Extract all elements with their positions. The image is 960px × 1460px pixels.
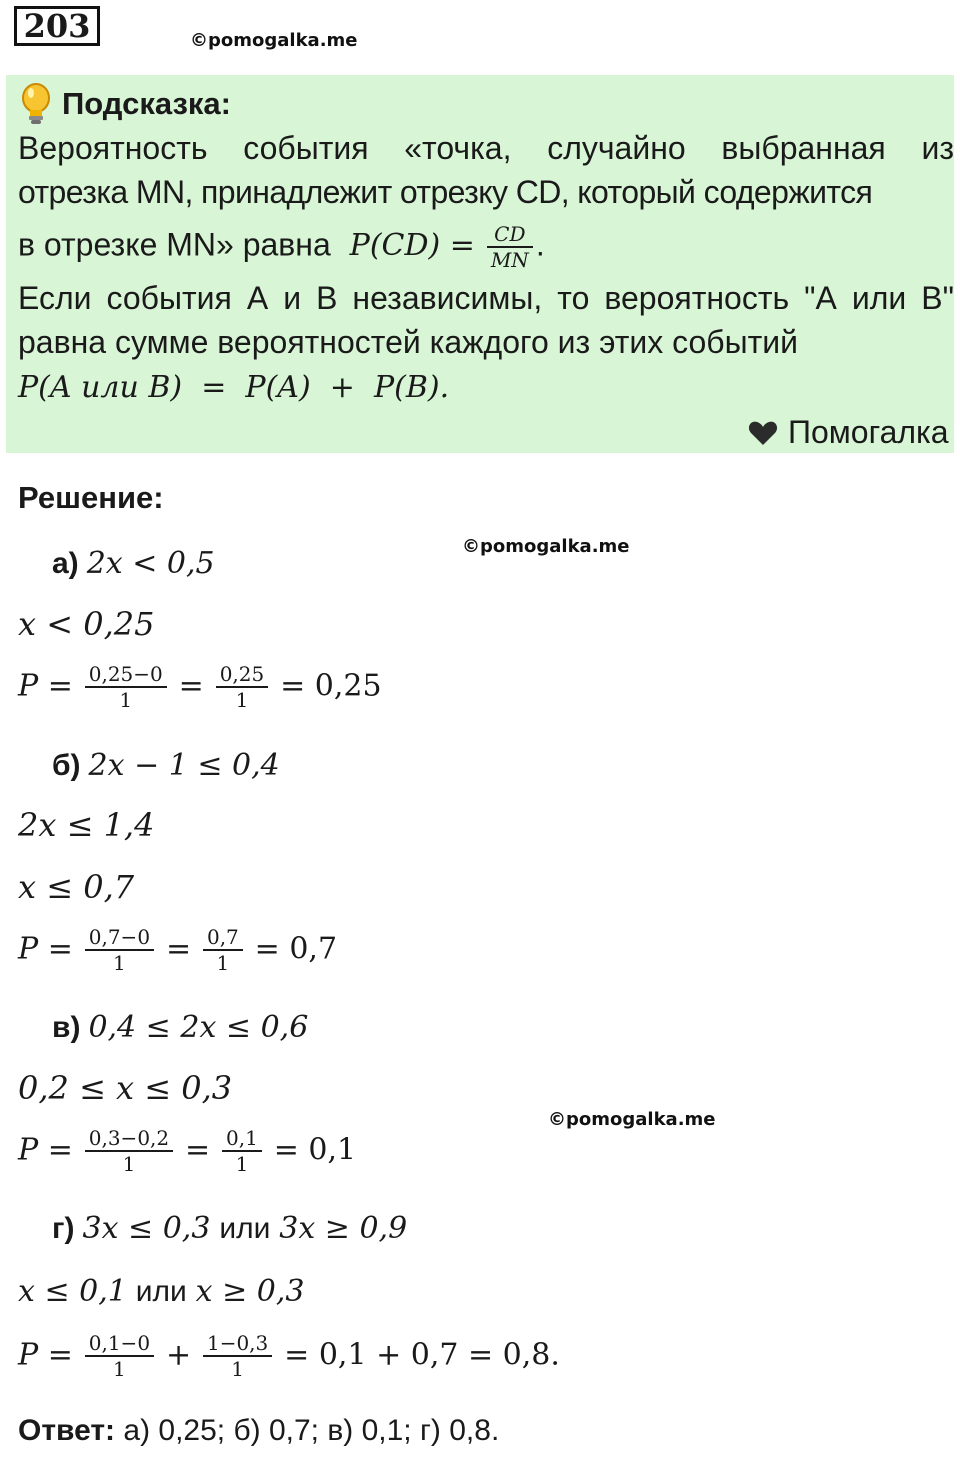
part-a-line-1 xyxy=(52,544,215,581)
part-d-fraction-2 xyxy=(203,1331,272,1381)
part-b-f2-num: 0,7 xyxy=(203,925,243,951)
part-a-eq1: 2x < 0,5 xyxy=(86,546,215,581)
part-d-f2-num: 1−0,3 xyxy=(203,1331,272,1357)
part-d-f2-den: 1 xyxy=(231,1357,244,1381)
part-c-line-2: 0,2 ≤ x ≤ 0,3 xyxy=(18,1069,233,1107)
part-a-probability xyxy=(18,662,382,712)
hint-line-5: равна сумме вероятностей каждого из этих событий xyxy=(18,324,799,360)
part-a-f1-den: 1 xyxy=(119,688,133,712)
part-b-line-3: x ≤ 0,7 xyxy=(18,868,135,906)
part-c-fraction-1 xyxy=(85,1126,173,1176)
part-c-mid: = xyxy=(185,1132,211,1168)
part-a-mid: = xyxy=(178,668,204,704)
answer-line xyxy=(18,1414,499,1448)
part-c-fraction-2 xyxy=(222,1126,262,1176)
part-d-probability xyxy=(18,1331,560,1381)
hint-formula-pcd: P(CD) = xyxy=(349,228,475,264)
watermark-top: ©pomogalka.me xyxy=(190,30,358,51)
part-d-mid: + xyxy=(165,1337,192,1373)
hint-fraction-num: CD xyxy=(487,222,533,248)
part-c-label: в) xyxy=(52,1011,81,1044)
hint-fraction xyxy=(487,222,533,272)
part-b-eq1: 2x − 1 ≤ 0,4 xyxy=(88,748,280,783)
part-d-f1-den: 1 xyxy=(113,1357,126,1381)
part-a-p-start: P = xyxy=(18,668,73,704)
part-b-line-2: 2x ≤ 1,4 xyxy=(18,806,155,844)
part-b-f1-num: 0,7−0 xyxy=(85,925,154,951)
part-d-or-2: или xyxy=(135,1275,187,1308)
part-b-fraction-2 xyxy=(203,925,243,975)
part-b-f2-den: 1 xyxy=(216,951,230,975)
part-a-fraction-1 xyxy=(85,662,167,712)
hint-line-4: Если события А и В независимы, то вероятность "А или В" xyxy=(18,280,954,316)
part-a-line-2: x < 0,25 xyxy=(18,605,155,643)
part-b-fraction-1 xyxy=(85,925,154,975)
watermark-bottom: ©pomogalka.me xyxy=(548,1109,716,1130)
hint-line-1: Вероятность события «точка, случайно выбранная из xyxy=(18,130,954,166)
part-d-or-1: или xyxy=(219,1212,271,1245)
watermark-middle: ©pomogalka.me xyxy=(462,536,630,557)
lightbulb-icon xyxy=(18,82,54,126)
part-c-line-1 xyxy=(52,1008,308,1045)
part-b-mid: = xyxy=(165,931,192,967)
part-d-label: г) xyxy=(52,1212,75,1245)
hint-signature: Помогалка xyxy=(788,414,949,450)
part-a-label: а) xyxy=(52,547,79,580)
part-d-fraction-1 xyxy=(85,1331,154,1381)
part-c-probability xyxy=(18,1126,356,1176)
hint-line-2: отрезка MN, принадлежит отрезку CD, который содержится xyxy=(18,174,873,210)
part-c-f1-num: 0,3−0,2 xyxy=(85,1126,173,1152)
solution-heading: Решение: xyxy=(18,480,164,515)
part-c-f2-num: 0,1 xyxy=(222,1126,262,1152)
part-b-p-start: P = xyxy=(18,931,73,967)
answer-label: Ответ: xyxy=(18,1414,116,1447)
part-b-label: б) xyxy=(52,749,81,782)
part-c-eq1: 0,4 ≤ 2x ≤ 0,6 xyxy=(88,1010,309,1045)
part-d-line-2 xyxy=(18,1272,305,1309)
part-d-f1-num: 0,1−0 xyxy=(85,1331,154,1357)
part-d-eq2b: x ≥ 0,3 xyxy=(195,1274,305,1309)
part-c-f1-den: 1 xyxy=(122,1152,136,1176)
part-c-p-start: P = xyxy=(18,1132,73,1168)
hint-fraction-den: MN xyxy=(490,248,529,272)
part-c-p-end: = 0,1 xyxy=(273,1132,357,1168)
part-d-eq1b: 3x ≥ 0,9 xyxy=(279,1211,408,1246)
part-d-p-start: P = xyxy=(18,1337,73,1373)
part-b-p-end: = 0,7 xyxy=(254,931,338,967)
part-a-f2-num: 0,25 xyxy=(216,662,269,688)
hint-title: Подсказка: xyxy=(62,86,231,121)
answer-text: а) 0,25; б) 0,7; в) 0,1; г) 0,8. xyxy=(123,1414,500,1447)
part-b-probability xyxy=(18,925,337,975)
part-d-eq1a: 3x ≤ 0,3 xyxy=(82,1211,211,1246)
part-b-f1-den: 1 xyxy=(113,951,126,975)
part-d-line-1 xyxy=(52,1209,407,1246)
part-a-f1-num: 0,25−0 xyxy=(85,662,167,688)
part-d-p-end: = 0,1 + 0,7 = 0,8. xyxy=(284,1337,560,1373)
part-d-eq2a: x ≤ 0,1 xyxy=(18,1274,127,1309)
part-c-f2-den: 1 xyxy=(235,1152,249,1176)
part-a-f2-den: 1 xyxy=(235,688,249,712)
problem-number: 203 xyxy=(14,6,100,46)
part-a-fraction-2 xyxy=(216,662,269,712)
hint-line-3: в отрезке MN» равна P(CD) = $\frac{CD}{MN}$ . xyxy=(18,222,545,272)
heart-icon xyxy=(748,420,778,446)
hint-formula-sum: P(A или B) = P(A) + P(B). xyxy=(18,370,450,405)
part-a-p-end: = 0,25 xyxy=(280,668,382,704)
hint-line-3-text: в отрезке MN» равна xyxy=(18,226,331,263)
part-b-line-1 xyxy=(52,746,280,783)
